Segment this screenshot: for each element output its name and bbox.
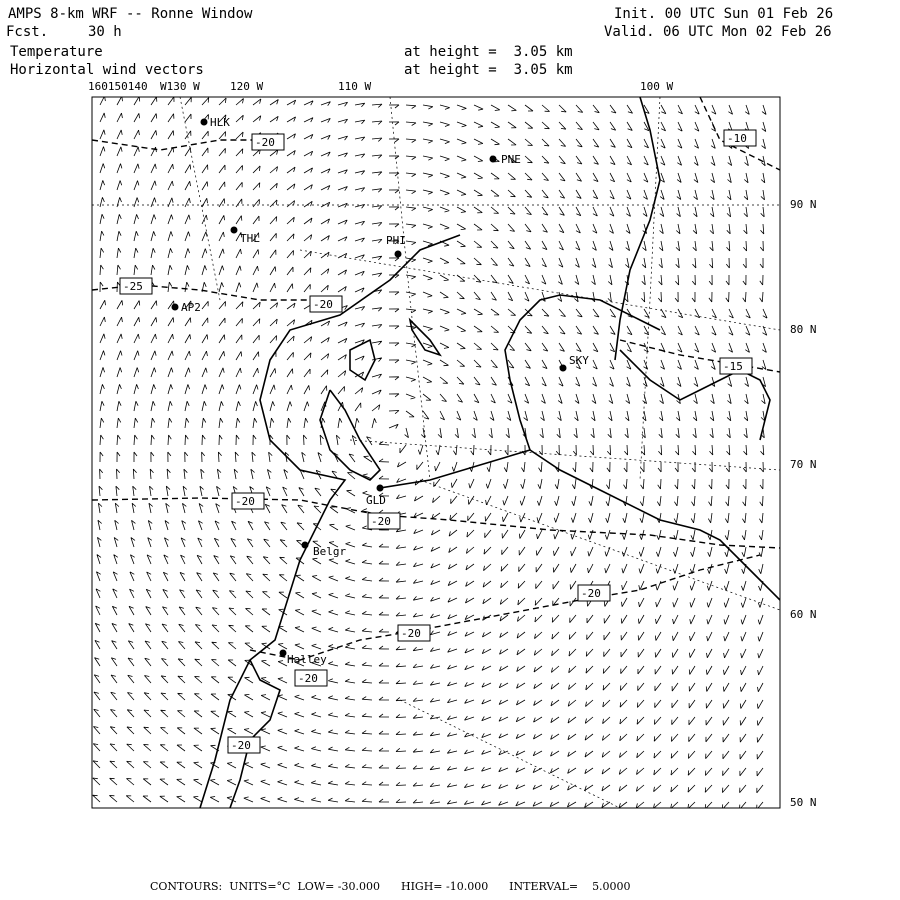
contour-label: -20 [255, 136, 275, 149]
coast-west [200, 235, 460, 808]
contour-label: -20 [235, 495, 255, 508]
temperature-contours [92, 97, 780, 660]
lat-80 [300, 250, 780, 330]
station-label: HLK [210, 116, 230, 129]
station-label: Halley [287, 653, 327, 666]
station-label: GLD [366, 494, 386, 507]
contour-label: -15 [723, 360, 743, 373]
station-marker [395, 251, 402, 258]
contour-label: -20 [231, 739, 251, 752]
longitude-label: W130 W [160, 80, 200, 93]
lon-120 [400, 700, 620, 808]
contour-label: -20 [401, 627, 421, 640]
field-name-temperature: Temperature [10, 44, 103, 60]
forecast-hours: 30 h [88, 24, 122, 40]
station-marker [302, 542, 309, 549]
station-marker [201, 119, 208, 126]
wind-vectors [93, 96, 767, 810]
forecast-label: Fcst. [6, 24, 49, 40]
contour-minus20-b [250, 555, 760, 660]
station-marker [490, 156, 497, 163]
latitude-label: 80 N [790, 323, 817, 336]
station-label: THL [240, 232, 260, 245]
longitude-label: 120 W [230, 80, 264, 93]
latitude-label: 70 N [790, 458, 817, 471]
coast-ronne-front [380, 450, 780, 600]
longitude-label: 110 W [338, 80, 372, 93]
station-marker [172, 304, 179, 311]
station-label: SKY [569, 354, 589, 367]
latitude-label: 60 N [790, 608, 817, 621]
coast-peninsula [505, 295, 660, 450]
field-name-wind: Horizontal wind vectors [10, 62, 204, 78]
latitude-label: 50 N [790, 796, 817, 809]
init-time: Init. 00 UTC Sun 01 Feb 26 [614, 6, 834, 22]
coast-inlet [320, 390, 380, 480]
contour-legend: CONTOURS: UNITS=°C LOW= -30.000 HIGH= -10.000 INTERVAL= 5.0000 [150, 880, 631, 893]
station-marker [377, 485, 384, 492]
contour-label: -20 [313, 298, 333, 311]
height-wind: at height = 3.05 km [404, 62, 573, 78]
lon-100 [640, 97, 660, 480]
coastlines [200, 97, 780, 808]
contour-minus20-top [92, 140, 270, 150]
lon-110 [390, 97, 430, 480]
longitude-label: 100 W [640, 80, 674, 93]
contour-label: -20 [298, 672, 318, 685]
station-label: AP2 [181, 301, 201, 314]
contour-label: -20 [371, 515, 391, 528]
valid-time: Valid. 06 UTC Mon 02 Feb 26 [604, 24, 832, 40]
contour-label: -25 [123, 280, 143, 293]
station-marker [231, 227, 238, 234]
longitude-label: 160150140 [88, 80, 148, 93]
station-label: PHI [386, 234, 406, 247]
latitude-label: 90 N [790, 198, 817, 211]
station-label: Belgr [313, 545, 347, 558]
contour-label: -10 [727, 132, 747, 145]
lat-70 [350, 440, 780, 470]
chart-title: AMPS 8-km WRF -- Ronne Window [8, 6, 253, 22]
height-temperature: at height = 3.05 km [404, 44, 573, 60]
station-marker [560, 365, 567, 372]
wind-vector-field [93, 96, 767, 810]
station-label: PNE [501, 153, 521, 166]
station-marker [280, 650, 287, 657]
coast-south [230, 660, 280, 808]
contour-label: -20 [581, 587, 601, 600]
